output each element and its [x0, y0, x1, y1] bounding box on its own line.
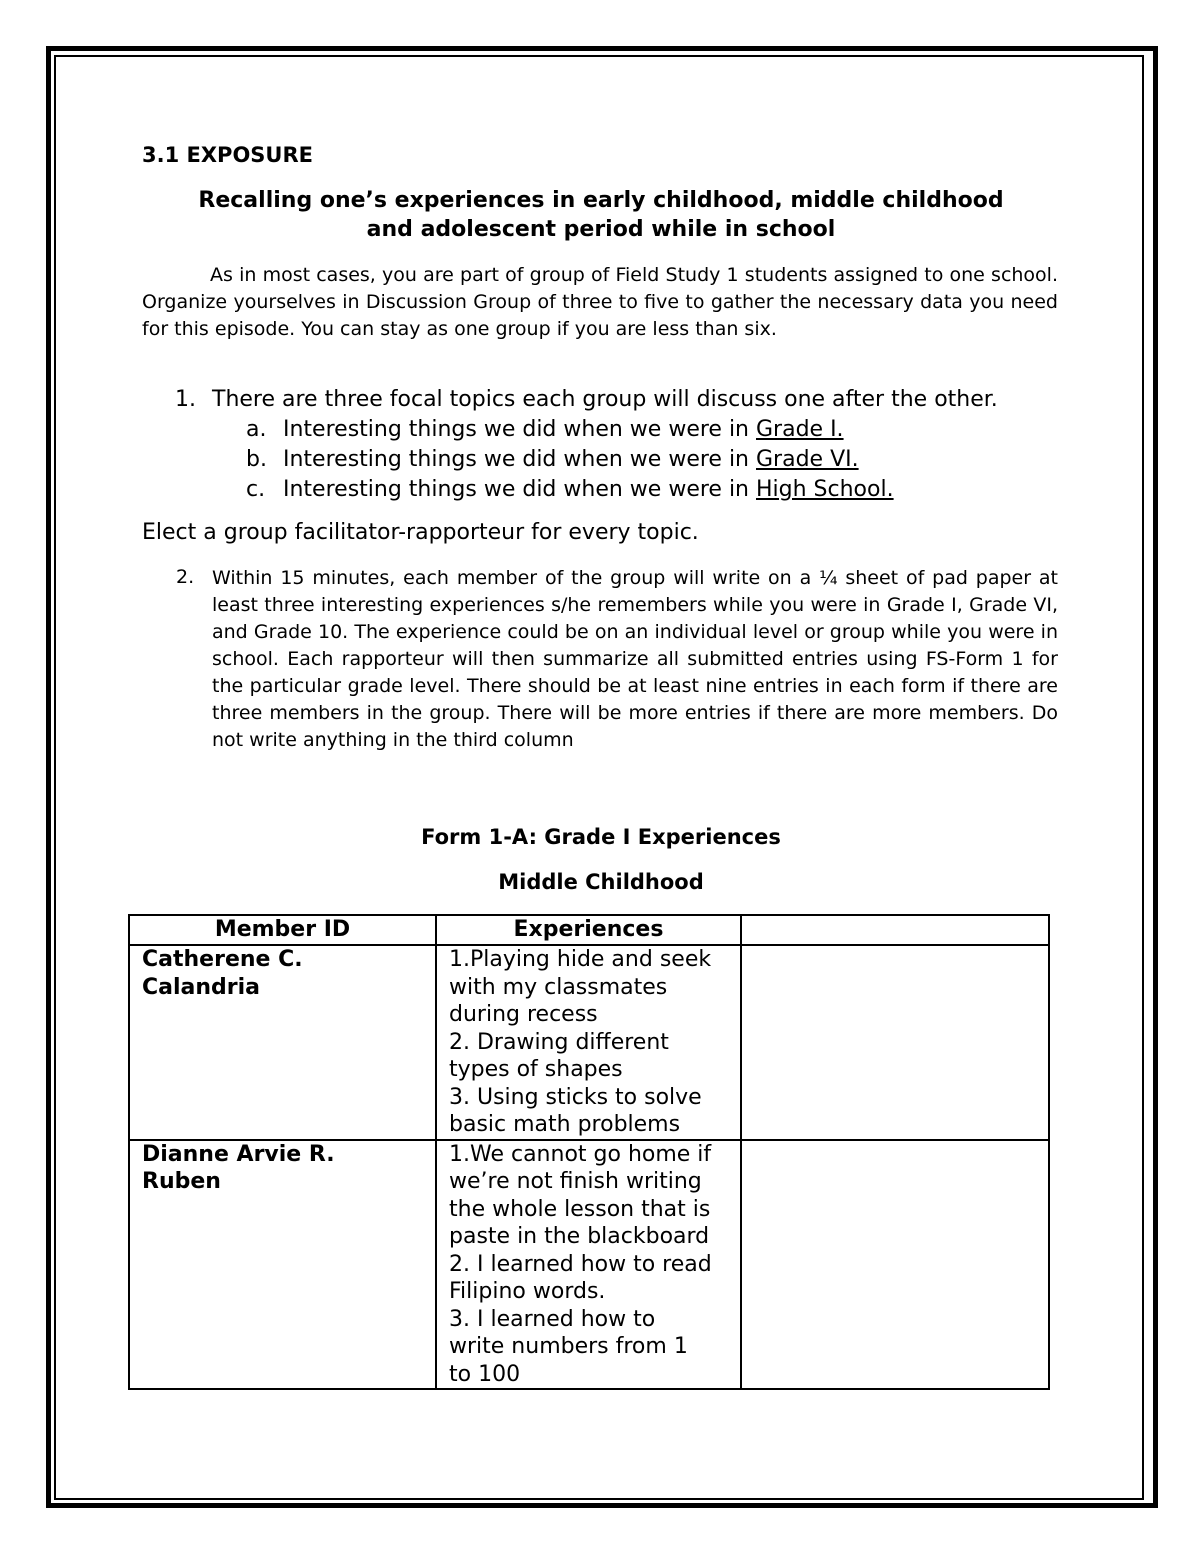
- member-name-cell: [129, 1140, 436, 1390]
- experience-line: 1.We cannot go home if: [449, 1141, 712, 1167]
- sub-item-b-text: Interesting things we did when we were in: [283, 447, 756, 472]
- form-title: Form 1-A: Grade I Experiences: [421, 825, 781, 849]
- member-name-line: Calandria: [142, 974, 261, 1000]
- experience-line: to 100: [449, 1361, 521, 1387]
- intro-paragraph-text: As in most cases, you are part of group of Field Study 1 students assigned to one school. Organize yourselves in Discussion Group of three to five to gather the necessary data you need for this episode. You can stay as one group if you are less than six.: [142, 264, 1058, 340]
- experience-line: Filipino words.: [449, 1279, 606, 1304]
- sub-item-c-letter: c.: [246, 477, 266, 502]
- subtitle-line-1: Recalling one’s experiences in early childhood, middle childhood: [198, 188, 1004, 213]
- sub-item-a-text: Interesting things we did when we were in: [283, 417, 756, 442]
- header-blank: [741, 915, 1049, 945]
- blank-cell: [741, 945, 1049, 1140]
- blank-cell: [741, 1140, 1049, 1390]
- list-item-1-number: 1.: [175, 387, 196, 412]
- member-name-line: Dianne Arvie R.: [142, 1141, 335, 1167]
- experience-line: 3. I learned how to: [449, 1306, 656, 1332]
- experience-line: with my classmates: [449, 974, 668, 1000]
- list-item-1-text: There are three focal topics each group will discuss one after the other.: [212, 387, 998, 412]
- member-name-line: Catherene C.: [142, 947, 303, 972]
- experience-line: paste in the blackboard: [449, 1224, 710, 1249]
- sub-item-b-underlined: Grade VI.: [756, 447, 859, 472]
- subtitle-line-2: and adolescent period while in school: [366, 217, 836, 242]
- experience-line: during recess: [449, 1002, 598, 1027]
- sub-item-a-underlined: Grade I.: [756, 417, 844, 442]
- list-item-2-text: Within 15 minutes, each member of the group will write on a ¼ sheet of pad paper at least three interesting experiences s/he remembers while you were in Grade I, Grade VI, and Grade 10. The experience could be on an individual level or group while you were in school. Each rapporteur will then summarize all submitted entries using FS-Form 1 for the particular grade level. There should be at least nine entries in each form if there are three members in the group. There will be more entries if there are more members. Do not write anything in the third column: [212, 567, 1058, 751]
- experiences-table: [128, 914, 1050, 1390]
- header-member-id: Member ID: [129, 915, 436, 945]
- experience-line: 3. Using sticks to solve: [449, 1084, 702, 1110]
- sub-item-c-underlined: High School.: [756, 477, 894, 502]
- list-item-2-number: 2.: [176, 566, 195, 588]
- form-subtitle: Middle Childhood: [498, 870, 704, 894]
- intro-paragraph: [142, 262, 1058, 343]
- sub-item-b-letter: b.: [246, 447, 267, 472]
- subtitle: [142, 186, 1060, 244]
- experience-line: 1.Playing hide and seek: [449, 947, 712, 972]
- header-experiences: Experiences: [436, 915, 741, 945]
- elect-instruction: Elect a group facilitator-rapporteur for every topic.: [142, 520, 699, 545]
- experience-line: types of shapes: [449, 1057, 623, 1082]
- table-row: [129, 1140, 1049, 1390]
- sub-item-c-text: Interesting things we did when we were in: [283, 477, 756, 502]
- experience-line: the whole lesson that is: [449, 1196, 711, 1222]
- experiences-cell: [436, 945, 741, 1140]
- member-name-cell: [129, 945, 436, 1140]
- experience-line: 2. I learned how to read: [449, 1251, 712, 1277]
- experience-line: write numbers from 1: [449, 1334, 688, 1359]
- experiences-cell: [436, 1140, 741, 1390]
- experience-line: basic math problems: [449, 1112, 681, 1137]
- experience-line: we’re not finish writing: [449, 1169, 702, 1194]
- section-heading: 3.1 EXPOSURE: [142, 143, 313, 167]
- member-name-line: Ruben: [142, 1169, 221, 1194]
- table-row: [129, 945, 1049, 1140]
- sub-item-a-letter: a.: [246, 417, 267, 442]
- table-header-row: [129, 915, 1049, 945]
- experience-line: 2. Drawing different: [449, 1029, 669, 1055]
- list-item-1: [175, 385, 998, 415]
